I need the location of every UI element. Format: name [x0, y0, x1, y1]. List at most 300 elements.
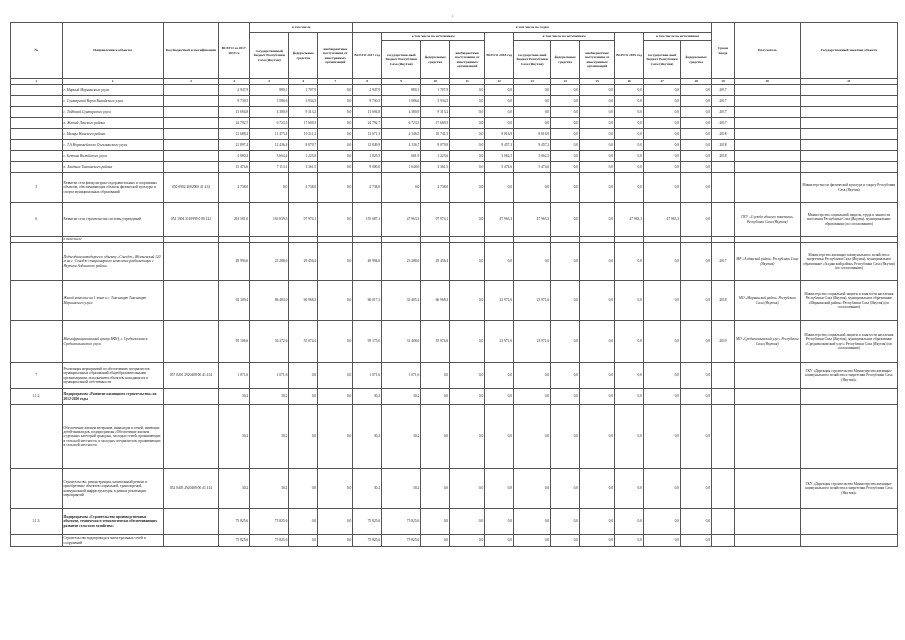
- budget-table: [10, 22, 898, 547]
- column-number: 9: [382, 79, 421, 85]
- row-recipient: МО «Мирнинский район» Республики Саха (Якутия): [734, 281, 800, 321]
- row-value: 0,0: [615, 151, 644, 162]
- row-value: 0,0: [382, 173, 421, 203]
- row-term: [712, 535, 735, 547]
- row-value: 0,0: [551, 389, 580, 405]
- row-value: 17 669,5: [421, 118, 450, 129]
- row-customer: [800, 162, 897, 173]
- column-number: 5: [250, 79, 289, 85]
- row-recipient: [734, 151, 800, 162]
- row-value: 0,0: [514, 118, 551, 129]
- table-row: [11, 107, 898, 118]
- row-value: 0,0: [318, 281, 353, 321]
- row-term: 2017: [712, 107, 735, 118]
- row-value: 36 372,6: [250, 321, 289, 363]
- row-direction: с. Намцы Намского района: [62, 129, 163, 140]
- header-2018: ВСЕГО 2018 год: [485, 33, 514, 79]
- row-value: 0,0: [485, 243, 514, 281]
- header-direction: Направления и объекты: [62, 23, 163, 79]
- table-row: [11, 162, 898, 173]
- row-value: 0,0: [681, 107, 712, 118]
- row-number: [11, 321, 63, 363]
- row-value: 0,0: [681, 203, 712, 237]
- table-row: [11, 535, 898, 547]
- row-value: 30,2: [250, 389, 289, 405]
- row-value: 0,0: [514, 243, 551, 281]
- row-recipient: МР «Алданский район» Республики Саха (Якутия): [734, 243, 800, 281]
- column-number: 4: [219, 79, 250, 85]
- row-value: 1 640,0: [382, 162, 421, 173]
- row-value: 32 405,2: [382, 281, 421, 321]
- column-number: 18: [681, 79, 712, 85]
- row-customer: [800, 85, 897, 96]
- column-number: 12: [485, 79, 514, 85]
- row-term: [712, 469, 735, 509]
- row-value: 0,0: [318, 173, 353, 203]
- column-number: 20: [734, 79, 800, 85]
- row-value: 0,0: [551, 469, 580, 509]
- row-code: [163, 129, 219, 140]
- header-2017: ВСЕГО 2017 год: [353, 33, 382, 79]
- row-value: 0,0: [450, 321, 485, 363]
- row-value: 0,0: [643, 107, 680, 118]
- row-value: 0,0: [318, 129, 353, 140]
- row-value: 0,0: [421, 509, 450, 535]
- row-customer: Министерство по физической культуре и спорту Республики Саха (Якутия): [800, 173, 897, 203]
- row-term: [712, 405, 735, 469]
- row-value: 55 074,6: [421, 321, 450, 363]
- table-row: [11, 243, 898, 281]
- row-value: 0,0: [289, 363, 318, 389]
- row-value: 0,0: [450, 535, 485, 547]
- row-value: 66 968,3: [289, 281, 318, 321]
- row-value: 4 880,2: [219, 151, 250, 162]
- row-term: 2017: [712, 85, 735, 96]
- row-value: 1 223,6: [421, 151, 450, 162]
- row-code: 052 1004 3110999 0 80 122: [163, 203, 219, 237]
- row-value: 0,0: [615, 321, 644, 363]
- row-value: 75 825,6: [219, 509, 250, 535]
- row-value: 9 000,0: [353, 162, 382, 173]
- row-value: 3 062,5: [485, 151, 514, 162]
- row-value: 0,0: [615, 243, 644, 281]
- row-value: 29 456,4: [289, 243, 318, 281]
- row-code: [163, 321, 219, 363]
- row-number: 7: [11, 363, 63, 389]
- row-value: 0,0: [681, 140, 712, 151]
- column-number: 21: [800, 79, 897, 85]
- row-term: 2017: [712, 243, 735, 281]
- row-recipient: [734, 118, 800, 129]
- row-value: 75 825,6: [250, 509, 289, 535]
- row-recipient: [734, 85, 800, 96]
- row-value: 30,2: [353, 405, 382, 469]
- row-value: 95 106,6: [219, 321, 250, 363]
- row-value: 0,0: [318, 118, 353, 129]
- row-value: 0,0: [421, 405, 450, 469]
- row-term: 2017: [712, 118, 735, 129]
- row-value: 0,0: [580, 173, 615, 203]
- row-value: 0,0: [318, 469, 353, 509]
- row-value: 0,0: [289, 469, 318, 509]
- row-value: 13 694,8: [219, 107, 250, 118]
- row-recipient: [734, 509, 800, 535]
- row-value: 0,0: [643, 118, 680, 129]
- row-term: [712, 203, 735, 237]
- row-code: [163, 389, 219, 405]
- row-direction: п. Жатай Ленского района: [62, 118, 163, 129]
- row-value: 0,0: [643, 405, 680, 469]
- row-value: 3 361,5: [421, 162, 450, 173]
- row-value: 30,2: [382, 405, 421, 469]
- row-value: 1 071,6: [219, 363, 250, 389]
- row-value: 12 436,4: [250, 140, 289, 151]
- row-value: 0,0: [514, 85, 551, 96]
- row-value: 0,0: [615, 96, 644, 107]
- row-customer: ГКУ «Дирекция строительства Министерства жилищно-коммунального хозяйства и энергетики Республики Саха (Якутия)»: [800, 363, 897, 389]
- row-value: 30,2: [353, 389, 382, 405]
- header-offbudget: внебюджетные поступления от иностранных организаций: [318, 33, 353, 79]
- row-value: 0,0: [681, 469, 712, 509]
- row-value: 4 136,7: [382, 140, 421, 151]
- column-number: 14: [551, 79, 580, 85]
- column-number: 11: [450, 79, 485, 85]
- row-value: 0,0: [615, 118, 644, 129]
- row-value: 0,0: [450, 389, 485, 405]
- row-value: 0,0: [615, 140, 644, 151]
- row-code: [163, 85, 219, 96]
- row-value: 0,0: [318, 509, 353, 535]
- row-value: 8 079,9: [421, 140, 450, 151]
- row-number: [11, 243, 63, 281]
- row-value: 49 994,6: [219, 243, 250, 281]
- row-recipient: [734, 140, 800, 151]
- header-2019-state: государствен-ный бюджет Республики Саха (Якутия): [643, 41, 680, 79]
- row-value: 0,0: [514, 535, 551, 547]
- column-number: 13: [514, 79, 551, 85]
- row-value: 4 380,9: [250, 107, 289, 118]
- header-2018-state: государствен-ный бюджет Республики Саха (Якутия): [514, 41, 551, 79]
- row-value: 0,0: [643, 85, 680, 96]
- row-value: 0,0: [681, 129, 712, 140]
- row-value: 5 474,6: [514, 162, 551, 173]
- header-2018-off: внебюджетные поступления от иностранных организаций: [580, 41, 615, 79]
- row-value: 0,0: [681, 363, 712, 389]
- row-value: 0,0: [615, 162, 644, 173]
- header-customer: Государственный заказчик объекта: [800, 23, 897, 79]
- row-number: 1.1.3.: [11, 509, 63, 535]
- table-row: [11, 469, 898, 509]
- header-group-total: в том числе: [250, 23, 353, 33]
- row-value: 0,0: [485, 107, 514, 118]
- row-recipient: [734, 96, 800, 107]
- row-number: [11, 96, 63, 107]
- row-value: 55 074,4: [289, 321, 318, 363]
- row-value: 1 071,6: [250, 363, 289, 389]
- row-value: 0,0: [421, 535, 450, 547]
- row-value: 0,0: [615, 107, 644, 118]
- row-number: [11, 405, 63, 469]
- budget-table-page: [10, 22, 898, 547]
- table-row: [11, 151, 898, 162]
- row-recipient: [734, 129, 800, 140]
- row-value: 9 730,5: [219, 96, 250, 107]
- table-row: [11, 363, 898, 389]
- row-value: 24 792,7: [219, 118, 250, 129]
- column-number: 6: [289, 79, 318, 85]
- row-value: 0,0: [551, 140, 580, 151]
- row-value: 23 971,6: [514, 321, 551, 363]
- row-value: 8 457,3: [485, 140, 514, 151]
- row-value: 0,0: [643, 243, 680, 281]
- row-recipient: [734, 173, 800, 203]
- row-value: 163 039,3: [250, 203, 289, 237]
- row-code: [163, 151, 219, 162]
- row-value: 2 947,9: [353, 85, 382, 96]
- row-value: 0,0: [450, 243, 485, 281]
- row-code: [163, 509, 219, 535]
- row-value: 21 688,2: [219, 129, 250, 140]
- row-value: 0,0: [289, 509, 318, 535]
- row-value: 9 313,2: [289, 107, 318, 118]
- table-row: [11, 203, 898, 237]
- row-value: 0,0: [643, 281, 680, 321]
- row-value: 0,0: [643, 535, 680, 547]
- table-body: [11, 85, 898, 547]
- row-direction: с. Т.А.Нормовейского Олекминского улуса: [62, 140, 163, 151]
- table-row: [11, 389, 898, 405]
- row-value: 0,0: [681, 173, 712, 203]
- row-value: 47 963,3: [643, 203, 680, 237]
- row-value: 0,0: [580, 535, 615, 547]
- row-value: 0,0: [450, 96, 485, 107]
- row-recipient: [734, 162, 800, 173]
- row-customer: [800, 509, 897, 535]
- row-value: 0,0: [551, 85, 580, 96]
- table-row: [11, 509, 898, 535]
- row-value: 0,0: [514, 173, 551, 203]
- row-value: 0,0: [485, 469, 514, 509]
- row-value: 0,0: [485, 389, 514, 405]
- row-customer: [800, 129, 897, 140]
- row-value: 0,0: [551, 96, 580, 107]
- row-value: 47 963,3: [615, 203, 644, 237]
- column-number: 3: [163, 79, 219, 85]
- row-direction: Реализация мероприятий по обеспечению специалистов муниципальных образований общеобразовательными организациями, исполнением объектов, находящихся в муниципальной собственности: [62, 363, 163, 389]
- row-value: 10 211,2: [289, 129, 318, 140]
- row-value: 23 971,6: [485, 321, 514, 363]
- header-group-years: в том числе по годам: [353, 23, 712, 33]
- row-value: 1 225,8: [289, 151, 318, 162]
- row-value: 8 016,9: [485, 129, 514, 140]
- column-number: 15: [580, 79, 615, 85]
- row-value: 0,0: [615, 389, 644, 405]
- row-value: 30,2: [250, 405, 289, 469]
- row-number: [11, 162, 63, 173]
- row-value: 0,0: [318, 151, 353, 162]
- row-value: 4 380,9: [382, 107, 421, 118]
- table-row: [11, 173, 898, 203]
- row-value: 0,0: [250, 173, 289, 203]
- row-number: [11, 140, 63, 151]
- row-value: 0,0: [681, 118, 712, 129]
- row-direction: Подпрограмма «Развитие жилищного строительства» на 2012-2020 годы: [62, 389, 163, 405]
- row-value: 0,0: [485, 173, 514, 203]
- row-value: 24 792,7: [353, 118, 382, 129]
- row-value: 12 849,9: [353, 140, 382, 151]
- row-value: 601,9: [382, 151, 421, 162]
- row-value: 9 313,2: [421, 107, 450, 118]
- row-value: 0,0: [580, 203, 615, 237]
- row-value: 0,0: [580, 140, 615, 151]
- row-value: 0,0: [681, 243, 712, 281]
- row-value: 0,0: [643, 321, 680, 363]
- row-direction: Развитие сети строительства системы учреждений: [62, 203, 163, 237]
- column-number: 17: [643, 79, 680, 85]
- row-value: 0,0: [643, 140, 680, 151]
- row-value: 1 707,9: [289, 85, 318, 96]
- row-value: 75 825,6: [353, 509, 382, 535]
- row-value: 0,0: [514, 107, 551, 118]
- row-value: 0,0: [289, 535, 318, 547]
- row-value: 10 741,3: [421, 129, 450, 140]
- row-value: 2 947,9: [219, 85, 250, 96]
- row-number: [11, 469, 63, 509]
- row-value: 92 309,4: [219, 281, 250, 321]
- header-total: ВСЕГО за 2017-2019 гг.: [219, 23, 250, 79]
- row-value: 30,2: [219, 405, 250, 469]
- row-value: 0,0: [580, 321, 615, 363]
- row-code: [163, 96, 219, 107]
- row-value: 0,0: [580, 243, 615, 281]
- table-row: [11, 140, 898, 151]
- row-value: 0,0: [551, 535, 580, 547]
- row-value: 0,0: [450, 509, 485, 535]
- row-customer: [800, 118, 897, 129]
- row-recipient: [734, 107, 800, 118]
- row-value: 0,0: [580, 151, 615, 162]
- row-number: [11, 535, 63, 547]
- row-value: 0,0: [681, 151, 712, 162]
- row-value: 0,0: [681, 321, 712, 363]
- row-value: 13 671,3: [353, 129, 382, 140]
- column-number: 1: [11, 79, 63, 85]
- row-value: 0,0: [318, 363, 353, 389]
- row-recipient: [734, 389, 800, 405]
- row-value: 8 457,3: [514, 140, 551, 151]
- column-number: 2: [62, 79, 163, 85]
- row-customer: [800, 151, 897, 162]
- row-value: 880,1: [250, 85, 289, 96]
- row-value: 30,2: [219, 389, 250, 405]
- row-code: 052 0405 2920408 00 41 414: [163, 469, 219, 509]
- row-direction: в том числе: [62, 237, 163, 243]
- row-value: 0,0: [485, 509, 514, 535]
- row-term: 2018: [712, 140, 735, 151]
- row-direction: с. Бетюнь Вилюйского улуса: [62, 151, 163, 162]
- row-value: 2 738,0: [353, 173, 382, 203]
- header-2017-off: внебюджетные поступления от иностранных организаций: [450, 41, 485, 79]
- table-row: [11, 118, 898, 129]
- row-value: 0,0: [580, 405, 615, 469]
- row-term: [712, 509, 735, 535]
- row-value: 0,0: [681, 535, 712, 547]
- row-term: 2018: [712, 129, 735, 140]
- row-value: 0,0: [421, 469, 450, 509]
- row-value: 0,0: [551, 509, 580, 535]
- row-value: 75 825,6: [353, 535, 382, 547]
- row-value: 1 086,6: [382, 96, 421, 107]
- row-value: 0,0: [514, 405, 551, 469]
- row-number: [11, 129, 63, 140]
- row-value: 0,0: [643, 469, 680, 509]
- row-value: 21 897,4: [219, 140, 250, 151]
- row-value: 0,0: [580, 96, 615, 107]
- row-value: 6 723,5: [382, 118, 421, 129]
- row-value: 4 738,0: [289, 173, 318, 203]
- row-value: 0,0: [580, 162, 615, 173]
- row-customer: [800, 96, 897, 107]
- row-value: 75 825,6: [250, 535, 289, 547]
- row-value: 0,0: [450, 363, 485, 389]
- row-value: 0,0: [318, 140, 353, 151]
- row-value: 30,2: [219, 469, 250, 509]
- row-direction: п. Хандыга Томпонского района: [62, 162, 163, 173]
- row-value: 0,0: [681, 509, 712, 535]
- row-number: [11, 107, 63, 118]
- row-term: [712, 173, 735, 203]
- row-value: 0,0: [551, 405, 580, 469]
- row-recipient: [734, 363, 800, 389]
- row-value: 5 474,6: [485, 162, 514, 173]
- row-value: 30,2: [382, 389, 421, 405]
- header-state: государственный бюджет Республики Саха (Якутия): [250, 33, 289, 79]
- row-value: 0,0: [450, 107, 485, 118]
- row-direction: Строительство водопровода и магистральных сетей и сооружений: [62, 535, 163, 547]
- row-value: 0,0: [580, 118, 615, 129]
- header-2018-fed: федеральные средства: [551, 41, 580, 79]
- header-num: №: [11, 23, 63, 79]
- row-value: 23 288,6: [250, 243, 289, 281]
- row-value: 66 968,3: [421, 281, 450, 321]
- row-value: 23 971,6: [485, 281, 514, 321]
- row-direction: с. Сунтарский Верхи Вилюйского улуса: [62, 96, 163, 107]
- header-recipient: Получатель: [734, 23, 800, 79]
- row-value: 75 825,6: [382, 535, 421, 547]
- table-row: [11, 321, 898, 363]
- row-value: 0,0: [681, 162, 712, 173]
- row-term: [712, 162, 735, 173]
- row-value: 47 963,3: [485, 203, 514, 237]
- row-value: 0,0: [318, 107, 353, 118]
- row-value: 86 483,0: [250, 281, 289, 321]
- row-customer: Министерство социальной защиты и занятости населения Республики Саха (Якутия), муниципальное образование «Мирнинский район» Республики Саха (Якутия) (по согласованию): [800, 281, 897, 321]
- row-value: 9 730,5: [353, 96, 382, 107]
- row-direction: г. Мирный Мирнинского улуса: [62, 85, 163, 96]
- row-value: 75 825,6: [382, 509, 421, 535]
- row-value: 1 071,6: [382, 363, 421, 389]
- row-code: [163, 118, 219, 129]
- row-value: 0,0: [450, 173, 485, 203]
- row-value: 0,0: [318, 535, 353, 547]
- row-value: 0,0: [485, 363, 514, 389]
- row-code: [163, 405, 219, 469]
- row-value: 0,0: [421, 389, 450, 405]
- row-value: 0,0: [450, 151, 485, 162]
- row-recipient: [734, 535, 800, 547]
- row-recipient: ГКУ «Служба единого заказчика» Республики Саха (Якутия): [734, 203, 800, 237]
- table-row: [11, 281, 898, 321]
